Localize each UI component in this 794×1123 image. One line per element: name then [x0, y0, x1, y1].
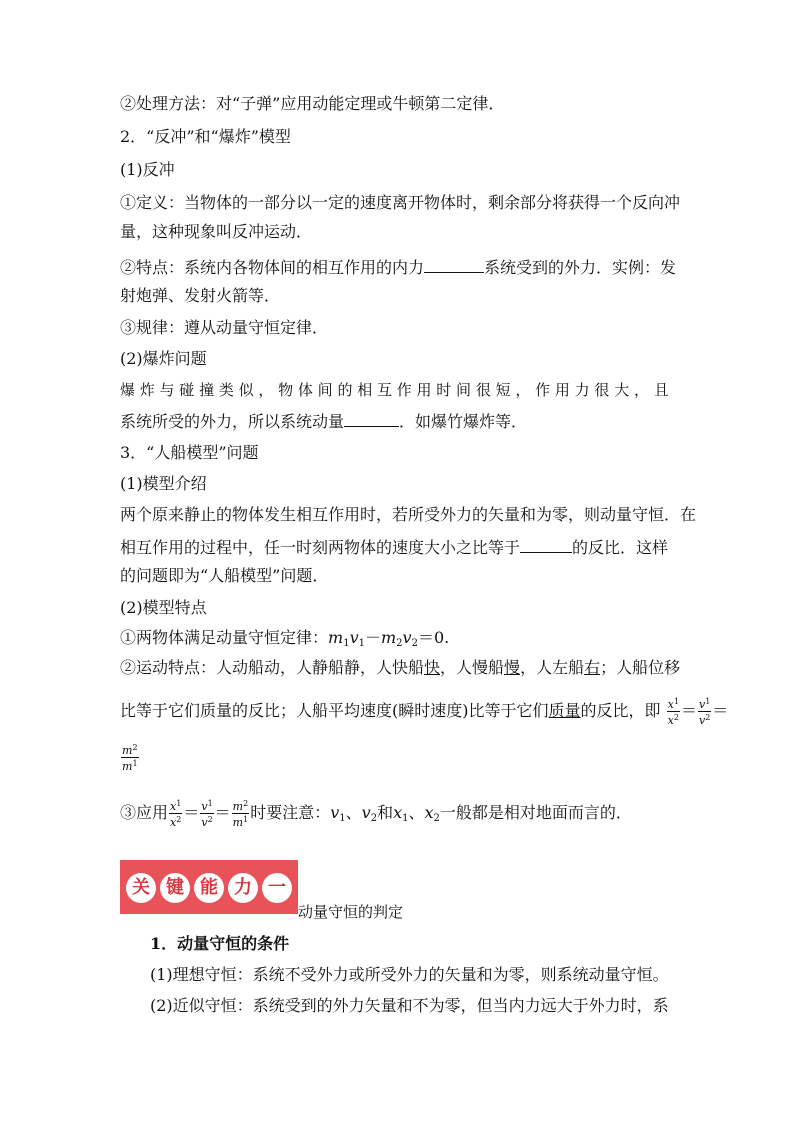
- formula-line: [120, 742, 140, 773]
- text-line: (1)理想守恒：系统不受外力或所受外力的矢量和为零，则系统动量守恒。: [150, 965, 669, 984]
- section-title: 动量守恒的判定: [298, 903, 404, 921]
- fraction: $\frac{v^1}{v^2}$: [698, 697, 711, 727]
- text-line: ①定义：当物体的一部分以一定的速度离开物体时，剩余部分将获得一个反向冲: [120, 193, 681, 212]
- fraction: $\frac{x^1}{x^2}$: [170, 799, 182, 829]
- banner-badge: 能: [194, 873, 224, 903]
- banner-badge: 键: [160, 873, 190, 903]
- text-line: ③规律：遵从动量守恒定律．: [120, 318, 329, 337]
- subheading: (2)爆炸问题: [120, 349, 207, 368]
- text-line: ②特点：系统内各物体间的相互作用的内力 系统受到的外力．实例：发: [120, 258, 677, 277]
- fraction: $\frac{x^1}{x^2}$: [667, 697, 679, 727]
- formula-line: ①两物体满足动量守恒定律：$m_1v_1-m_2v_2=0$.: [120, 628, 450, 649]
- fraction: $\frac{v^1}{v^2}$: [201, 799, 213, 829]
- text-line: 量，这种现象叫反冲运动．: [120, 222, 313, 241]
- fill-blank[interactable]: [344, 410, 399, 427]
- fill-blank[interactable]: [424, 256, 484, 273]
- text-line: 相互作用的过程中，任一时刻两物体的速度大小之比等于 的反比．这样: [120, 538, 669, 557]
- heading: 1．动量守恒的条件: [150, 934, 290, 953]
- subheading: (1)反冲: [120, 160, 175, 179]
- text-line: 爆 炸 与 碰 撞 类 似 ， 物 体 间 的 相 互 作 用 时 间 很 短 ， 作 用 力 很 大 ， 且: [120, 381, 669, 399]
- banner-badge: 一: [262, 873, 292, 903]
- banner-badge: 力: [228, 873, 258, 903]
- heading: 3．“人船模型”问题: [120, 443, 259, 462]
- subheading: (1)模型介绍: [120, 474, 207, 493]
- banner-badge: 关: [126, 873, 156, 903]
- heading: 2．“反冲”和“爆炸”模型: [120, 127, 291, 146]
- text-line: 的问题即为“人船模型”问题．: [120, 566, 329, 585]
- text-line: (2)近似守恒：系统受到的外力矢量和不为零，但当内力远大于外力时，系: [150, 996, 669, 1015]
- fraction: $\frac{m^2}{m^1}$: [122, 743, 138, 773]
- subheading: (2)模型特点: [120, 598, 207, 617]
- text-line: ②运动特点：人动船动，人静船静，人快船快，人慢船慢，人左船右；人船位移: [120, 658, 681, 677]
- formula-line: 比等于它们质量的反比；人船平均速度(瞬时速度)比等于它们质量的反比，即 $\frac{x^1}{x^2}$ ＝ $\frac{v^1}{v^2}$ ＝: [120, 697, 729, 727]
- formula-line: ③应用 $\frac{x^1}{x^2}$ ＝ $\frac{v^1}{v^2}$ ＝ $\frac{m^2}{m^1}$ 时要注意：$v_1$、$v_2$和$x_1$、$x_2$一般都是相对地面而言的．: [120, 799, 632, 829]
- text-line: 两个原来静止的物体发生相互作用时，若所受外力的矢量和为零，则动量守恒．在: [120, 505, 697, 524]
- section-banner: [120, 860, 298, 914]
- text-line: 射炮弹、发射火箭等．: [120, 286, 281, 305]
- fill-blank[interactable]: [520, 536, 572, 553]
- text-line: 系统所受的外力，所以系统动量 ．如爆竹爆炸等．: [120, 412, 528, 431]
- text-line: ②处理方法：对“子弹”应用动能定理或牛顿第二定律．: [120, 94, 505, 113]
- fraction: $\frac{m^2}{m^1}$: [232, 799, 249, 829]
